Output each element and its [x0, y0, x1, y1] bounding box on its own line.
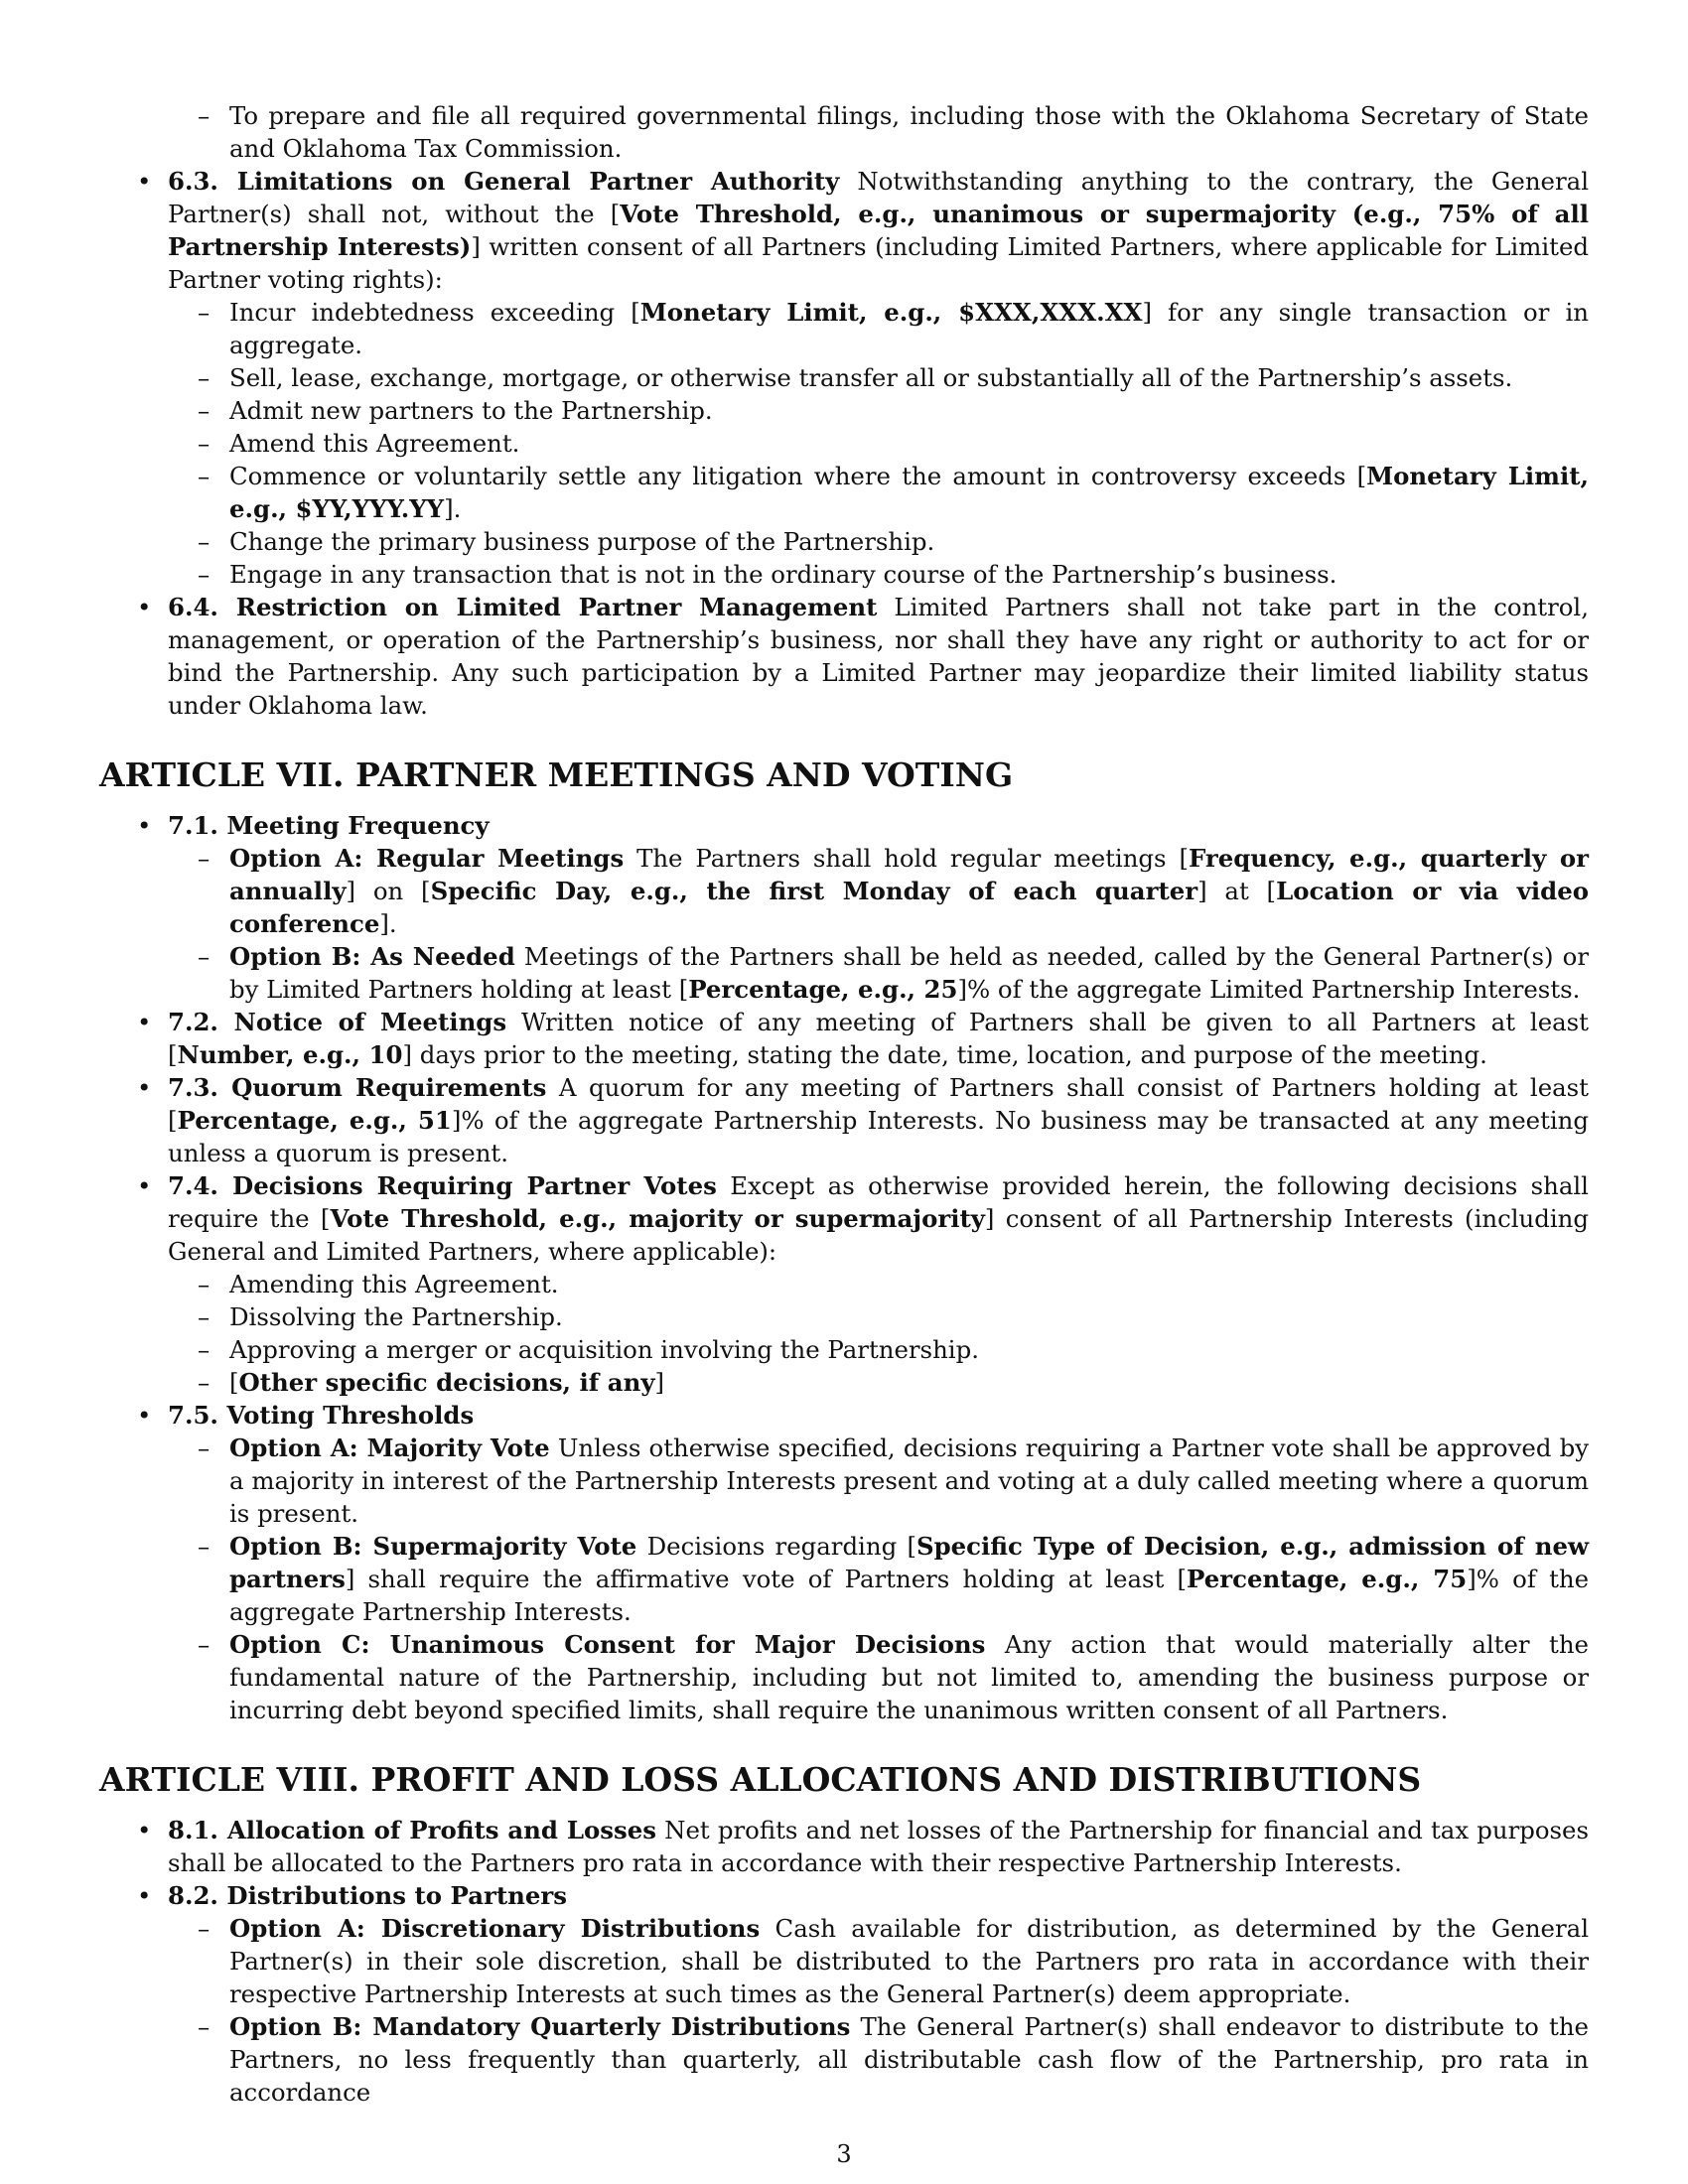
placeholder-field: Monetary Limit, e.g., $XXX,XXX.XX — [639, 298, 1143, 327]
section-heading: 7.1. Meeting Frequency — [168, 811, 490, 840]
list-item-text: To prepare and file all required governmental filings, including those with the Oklahoma Secretary of State and Oklahoma Tax Commission. — [229, 101, 1589, 163]
meeting-frequency-options — [168, 842, 1589, 1006]
option-c: – Option C: Unanimous Consent for Major Decisions Any action that would materially alter the fundamental nature of the Partnership, including but not limited to, amending the business purpose or incurring debt beyond specified limits, shall require the unanimous written consent of all Partners. — [168, 1628, 1589, 1726]
section-7-3: • 7.3. Quorum Requirements A quorum for any meeting of Partners shall consist of Partners holding at least [Percentage, e.g., 51]% of the aggregate Partnership Interests. No business may be transacted at any meeting unless a quorum is present. — [99, 1071, 1589, 1169]
section-8-2 — [99, 1879, 1589, 2109]
option-b: – Option B: Supermajority Vote Decisions regarding [Specific Type of Decision, e.g., admission of new partners] shall require the affirmative vote of Partners holding at least [Percentage, e.g., 75]% of the aggregate Partnership Interests. — [168, 1530, 1589, 1628]
placeholder-field: Number, e.g., 10 — [177, 1040, 403, 1069]
section-heading: 6.4. Restriction on Limited Partner Management — [168, 593, 878, 621]
option-a: – Option A: Majority Vote Unless otherwise specified, decisions requiring a Partner vote shall be approved by a majority in interest of the Partnership Interests present and voting at a duly called meeting where a quorum is present. — [168, 1432, 1589, 1530]
list-item: – [Other specific decisions, if any] — [168, 1366, 1589, 1399]
list-item — [168, 99, 1589, 165]
vote-decisions-list — [168, 1268, 1589, 1399]
option-heading: Option B: As Needed — [229, 942, 515, 971]
section-heading: 6.3. Limitations on General Partner Authority — [168, 167, 840, 196]
section-7-2: • 7.2. Notice of Meetings Written notice of any meeting of Partners shall be given to all Partners at least [Number, e.g., 10] days prior to the meeting, stating the date, time, location, and purpose of the meeting. — [99, 1006, 1589, 1071]
placeholder-field: Percentage, e.g., 51 — [177, 1106, 452, 1135]
limitations-list — [168, 296, 1589, 591]
placeholder-field: Other specific decisions, if any — [238, 1368, 655, 1397]
option-a: – Option A: Discretionary Distributions Cash available for distribution, as determined by the General Partner(s) in their sole discretion, shall be distributed to the Partners pro rata in accordance with their respective Partnership Interests at such times as the General Partner(s) deem appropriate. — [168, 1912, 1589, 2010]
list-item: – Incur indebtedness exceeding [Monetary Limit, e.g., $XXX,XXX.XX] for any single transaction or in aggregate. — [168, 296, 1589, 361]
option-a: – Option A: Regular Meetings The Partners shall hold regular meetings [Frequency, e.g., quarterly or annually] on [Specific Day, e.g., the first Monday of each quarter] at [Location or via video conference]. — [168, 842, 1589, 940]
placeholder-field: Location or via video conference — [229, 877, 1589, 938]
placeholder-field: Percentage, e.g., 25 — [688, 975, 958, 1004]
section-heading: 7.4. Decisions Requiring Partner Votes — [168, 1171, 717, 1200]
section-7-4: • 7.4. Decisions Requiring Partner Votes Except as otherwise provided herein, the following decisions shall require the [Vote Threshold, e.g., majority or supermajority] consent of all Partnership Interests (including General and Limited Partners, where applicable): – Amending this Agreement. – Dissolving the Partnership. – Approving a merger or acquisition involving the Partnership. – [Other specific decisions, if any] — [99, 1169, 1589, 1399]
option-heading: Option C: Unanimous Consent for Major Decisions — [229, 1630, 986, 1659]
option-b: – Option B: Mandatory Quarterly Distributions The General Partner(s) shall endeavor to distribute to the Partners, no less frequently than quarterly, all distributable cash flow of the Partnership, pro rata in accordance — [168, 2010, 1589, 2109]
document-page — [99, 99, 1589, 2109]
governmental-filings-list — [168, 99, 1589, 165]
article-7-sections — [99, 809, 1589, 1726]
section-8-1: • 8.1. Allocation of Profits and Losses Net profits and net losses of the Partnership for financial and tax purposes shall be allocated to the Partners pro rata in accordance with their respective Partnership Interests. — [99, 1814, 1589, 1879]
option-heading: Option B: Mandatory Quarterly Distributions — [229, 2012, 851, 2041]
section-text: ] written consent of all Partners (including Limited Partners, where applicable for Limited Partner voting rights): — [168, 232, 1589, 294]
voting-threshold-options — [168, 1432, 1589, 1726]
option-b: – Option B: As Needed Meetings of the Partners shall be held as needed, called by the General Partner(s) or by Limited Partners holding at least [Percentage, e.g., 25]% of the aggregate Limited Partnership Interests. — [168, 940, 1589, 1006]
section-7-1 — [99, 809, 1589, 1006]
list-item: – Change the primary business purpose of the Partnership. — [168, 525, 1589, 558]
placeholder-field: Specific Day, e.g., the first Monday of each quarter — [430, 877, 1198, 905]
section-heading: 7.2. Notice of Meetings — [168, 1008, 507, 1036]
placeholder-field: Percentage, e.g., 75 — [1187, 1565, 1468, 1593]
list-item: – Commence or voluntarily settle any litigation where the amount in controversy exceeds [Monetary Limit, e.g., $YY,YYY.YY]. — [168, 460, 1589, 525]
section-heading: 8.1. Allocation of Profits and Losses — [168, 1816, 656, 1844]
list-item: – Admit new partners to the Partnership. — [168, 394, 1589, 427]
section-heading: 7.3. Quorum Requirements — [168, 1073, 547, 1102]
placeholder-field: Frequency, e.g., quarterly or annually — [229, 844, 1589, 905]
article-7-title: ARTICLE VII. PARTNER MEETINGS AND VOTING — [99, 755, 1014, 794]
section-7-5 — [99, 1399, 1589, 1726]
section-6-3 — [99, 165, 1589, 591]
section-heading: 7.5. Voting Thresholds — [168, 1401, 475, 1430]
list-item: – Approving a merger or acquisition involving the Partnership. — [168, 1333, 1589, 1366]
page-number: 3 — [836, 2140, 852, 2168]
section-6-4 — [99, 591, 1589, 722]
list-item: – Engage in any transaction that is not in the ordinary course of the Partnership’s business. — [168, 558, 1589, 591]
article-8-title: ARTICLE VIII. PROFIT AND LOSS ALLOCATIONS AND DISTRIBUTIONS — [99, 1760, 1422, 1799]
article-6-sections — [99, 165, 1589, 722]
section-heading: 8.2. Distributions to Partners — [168, 1881, 567, 1910]
placeholder-field: Specific Type of Decision, e.g., admission of new partners — [229, 1532, 1589, 1593]
option-heading: Option A: Majority Vote — [229, 1433, 550, 1462]
placeholder-field: Vote Threshold, e.g., majority or supermajority — [330, 1204, 985, 1233]
list-item: – Amending this Agreement. — [168, 1268, 1589, 1300]
section-text: Notwithstanding anything to the contrary, the General Partner(s) shall not, without the [ — [168, 167, 1589, 228]
option-heading: Option A: Discretionary Distributions — [229, 1914, 761, 1943]
placeholder-field: Vote Threshold, e.g., unanimous or supermajority (e.g., 75% of all Partnership Interests) — [168, 200, 1590, 261]
placeholder-field: Monetary Limit, e.g., $YY,YYY.YY — [229, 462, 1589, 523]
distribution-options — [168, 1912, 1589, 2109]
list-item: – Amend this Agreement. — [168, 427, 1589, 460]
option-heading: Option B: Supermajority Vote — [229, 1532, 637, 1561]
option-heading: Option A: Regular Meetings — [229, 844, 625, 873]
article-8-sections — [99, 1814, 1589, 2109]
list-item: – Sell, lease, exchange, mortgage, or otherwise transfer all or substantially all of the Partnership’s assets. — [168, 361, 1589, 394]
list-item: – Dissolving the Partnership. — [168, 1300, 1589, 1333]
section-text: Limited Partners shall not take part in the control, management, or operation of the Partnership’s business, nor shall they have any right or authority to act for or bind the Partnership. Any such participation by a Limited Partner may jeopardize their limited liability status under Oklahoma law. — [168, 593, 1589, 720]
